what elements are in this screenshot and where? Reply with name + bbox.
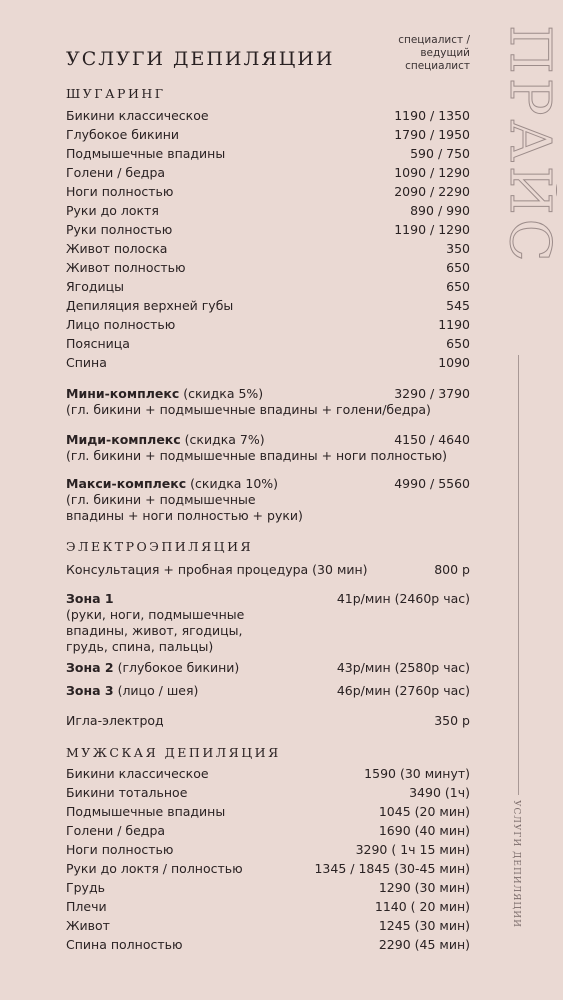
price-row <box>66 144 470 163</box>
service-name: Ноги полностью <box>66 184 174 199</box>
service-price: 1045 (20 мин) <box>378 804 470 819</box>
price-row <box>66 220 470 239</box>
zone-description: (руки, ноги, подмышечные впадины, живот, ягодицы, грудь, спина, пальцы) <box>66 607 245 654</box>
service-name: Грудь <box>66 880 105 895</box>
complex-name: Макси-комплекс <box>66 476 187 491</box>
service-price: 1345 / 1845 (30-45 мин) <box>314 861 470 876</box>
price-row <box>66 821 470 840</box>
service-name: Подмышечные впадины <box>66 146 226 161</box>
price-row <box>66 353 470 372</box>
complex-description: (гл. бикини + подмышечные впадины + ноги полностью + руки) <box>66 492 303 523</box>
service-price: 1190 / 1350 <box>394 108 470 123</box>
service-price: 1140 ( 20 мин) <box>374 899 470 914</box>
price-column-header <box>380 34 470 73</box>
price-row <box>66 315 470 334</box>
service-name: Ноги полностью <box>66 842 174 857</box>
complex-description: (гл. бикини + подмышечные впадины + голени/бедра) <box>66 402 431 417</box>
service-price: 1090 <box>438 355 470 370</box>
service-price: 1290 (30 мин) <box>378 880 470 895</box>
service-name: Лицо полностью <box>66 317 176 332</box>
service-price: 2290 (45 мин) <box>378 937 470 952</box>
service-name: Руки до локтя <box>66 203 159 218</box>
service-price: 1190 <box>438 317 470 332</box>
zone-note: (лицо / шея) <box>113 683 199 698</box>
service-price: 2090 / 2290 <box>394 184 470 199</box>
service-name: Подмышечные впадины <box>66 804 226 819</box>
zone-price: 41р/мин (2460р час) <box>336 591 470 606</box>
section-heading-sugaring: ШУГАРИНГ <box>66 86 166 101</box>
service-price: 1090 / 1290 <box>394 165 470 180</box>
column-header-line: ведущий <box>420 47 470 59</box>
service-price: 1790 / 1950 <box>394 127 470 142</box>
side-subtitle <box>508 800 528 980</box>
side-title-text: ПРАЙС <box>497 25 557 266</box>
complex-discount: (скидка 10%) <box>186 476 279 491</box>
service-price: 590 / 750 <box>410 146 470 161</box>
complex-item <box>66 476 470 524</box>
price-row <box>66 334 470 353</box>
service-name: Спина <box>66 355 107 370</box>
service-price: 1690 (40 мин) <box>378 823 470 838</box>
complex-description: (гл. бикини + подмышечные впадины + ноги полностью) <box>66 448 448 463</box>
price-row <box>66 296 470 315</box>
zone-name: Зона 2 <box>66 660 114 675</box>
service-name: Живот полностью <box>66 260 186 275</box>
complex-discount: (скидка 5%) <box>179 386 264 401</box>
service-price: 650 <box>446 260 470 275</box>
price-row <box>66 764 470 783</box>
price-row <box>66 201 470 220</box>
price-row <box>66 106 470 125</box>
service-price: 1190 / 1290 <box>394 222 470 237</box>
service-name: Живот полоска <box>66 241 168 256</box>
price-row <box>66 916 470 935</box>
price-row <box>66 258 470 277</box>
service-name: Бикини классическое <box>66 108 209 123</box>
price-row <box>66 878 470 897</box>
service-price: 3290 ( 1ч 15 мин) <box>355 842 470 857</box>
zone-note: (глубокое бикини) <box>113 660 240 675</box>
price-row <box>66 897 470 916</box>
complex-item <box>66 386 470 418</box>
service-name: Голени / бедра <box>66 823 166 838</box>
price-row <box>66 711 470 730</box>
price-row <box>66 935 470 954</box>
zone-name: Зона 3 <box>66 683 114 698</box>
service-name: Бикини тотальное <box>66 785 188 800</box>
price-row <box>66 560 470 579</box>
service-name: Руки полностью <box>66 222 173 237</box>
page-title: УСЛУГИ ДЕПИЛЯЦИИ <box>66 48 335 70</box>
service-price: 3490 (1ч) <box>409 785 470 800</box>
service-name: Игла-электрод <box>66 713 164 728</box>
service-price: 1245 (30 мин) <box>378 918 470 933</box>
price-row <box>66 182 470 201</box>
service-name: Глубокое бикини <box>66 127 180 142</box>
complex-price: 4990 / 5560 <box>394 476 470 491</box>
service-name: Голени / бедра <box>66 165 166 180</box>
section-heading-electro: ЭЛЕКТРОЭПИЛЯЦИЯ <box>66 539 254 554</box>
service-price: 1590 (30 минут) <box>364 766 470 781</box>
section-heading-male: МУЖСКАЯ ДЕПИЛЯЦИЯ <box>66 745 281 760</box>
column-header-line: специалист / <box>398 34 470 46</box>
service-name: Руки до локтя / полностью <box>66 861 243 876</box>
side-subtitle-svg <box>508 800 528 980</box>
service-name: Плечи <box>66 899 107 914</box>
service-price: 650 <box>446 336 470 351</box>
zone-item <box>66 660 470 676</box>
zone-name: Зона 1 <box>66 591 114 606</box>
service-price: 545 <box>446 298 470 313</box>
zone-item <box>66 683 470 699</box>
service-name: Живот <box>66 918 110 933</box>
service-price: 350 <box>446 241 470 256</box>
price-row <box>66 163 470 182</box>
service-name: Депиляция верхней губы <box>66 298 234 313</box>
service-name: Спина полностью <box>66 937 183 952</box>
service-price: 800 р <box>434 562 470 577</box>
side-subtitle-text: УСЛУГИ ДЕПИЛЯЦИИ <box>511 800 521 928</box>
price-row <box>66 783 470 802</box>
column-header-line: специалист <box>405 60 470 72</box>
zone-price: 46р/мин (2760р час) <box>336 683 470 698</box>
price-row <box>66 239 470 258</box>
service-price: 650 <box>446 279 470 294</box>
price-row <box>66 840 470 859</box>
price-row <box>66 277 470 296</box>
price-row <box>66 125 470 144</box>
complex-price: 3290 / 3790 <box>394 386 470 401</box>
service-name: Поясница <box>66 336 130 351</box>
complex-name: Миди-комплекс <box>66 432 181 447</box>
service-price: 890 / 990 <box>410 203 470 218</box>
complex-name: Мини-комплекс <box>66 386 180 401</box>
zone-price: 43р/мин (2580р час) <box>336 660 470 675</box>
service-name: Бикини классическое <box>66 766 209 781</box>
complex-item <box>66 432 470 464</box>
service-price: 350 р <box>434 713 470 728</box>
side-title <box>497 25 557 355</box>
complex-price: 4150 / 4640 <box>394 432 470 447</box>
service-name: Консультация + пробная процедура (30 мин) <box>66 562 368 577</box>
side-title-svg <box>497 25 557 355</box>
price-row <box>66 802 470 821</box>
price-row <box>66 859 470 878</box>
side-divider <box>518 355 519 795</box>
zone-item <box>66 591 470 655</box>
complex-discount: (скидка 7%) <box>180 432 265 447</box>
service-name: Ягодицы <box>66 279 125 294</box>
